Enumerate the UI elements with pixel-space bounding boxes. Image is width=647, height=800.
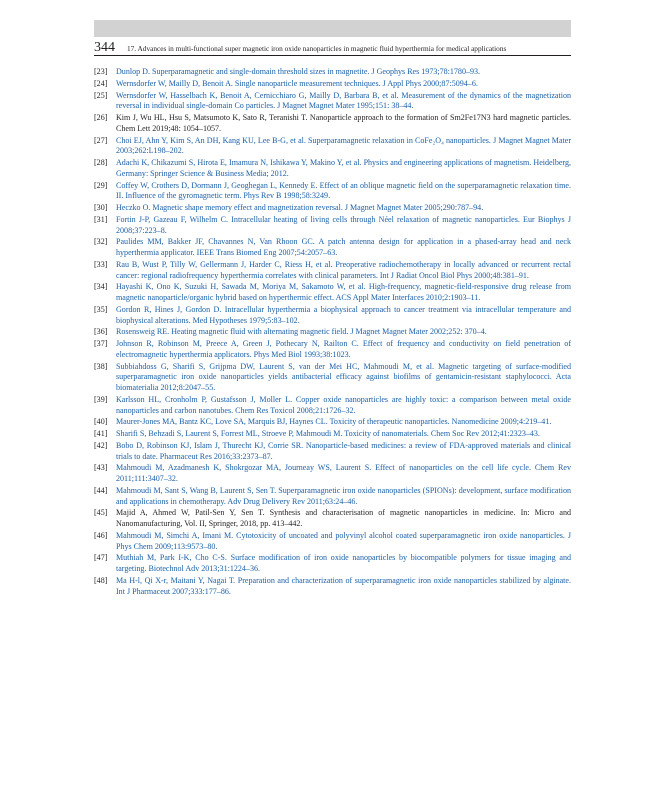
reference-item[interactable] [94,417,571,428]
reference-link[interactable]: Johnson R, Robinson M, Preece A, Green J, Pothecary N, Railton C. Effect of frequency and conductivity on field penetration of electromagnetic hyperthermia applicators. Phys Med Biol 1993;38:1023. [116,339,571,359]
reference-item[interactable] [94,282,571,303]
reference-link[interactable]: Choi EJ, Ahn Y, Kim S, An DH, Kang KU, Lee B-G, et al. Superparamagnetic relaxation in CoFe₂O₄ nanoparticles. J Magnet Magnet Mater 2003;262:L198–202. [116,135,571,156]
reference-link[interactable]: Fortin J-P, Gazeau F, Wilhelm C. Intracellular heating of living cells through Néel relaxation of magnetic nanoparticles. Eur Biophys J 2008;37:223–8. [116,214,571,235]
reference-link[interactable]: Sharifi S, Behzadi S, Laurent S, Forrest ML, Stroeve P, Mahmoudi M. Toxicity of nanomaterials. Chem Soc Rev 2012;41:2323–43. [116,429,540,439]
reference-item [94,508,571,529]
reference-item[interactable] [94,203,571,214]
chapter-title: 17. Advances in multi-functional super magnetic iron oxide nanoparticles in magnetic fluid hyperthermia for medical applications [127,44,507,53]
reference-number: [32] [94,237,108,247]
reference-number: [42] [94,440,108,450]
reference-item[interactable] [94,305,571,326]
reference-number: [47] [94,553,108,563]
reference-number: [38] [94,361,108,371]
reference-text: Majid A, Ahmed W, Patil-Sen Y, Sen T. Synthesis and characterisation of magnetic nanoparticles in medicine. In: Micro and Nanomanufacturing, Vol. II, Springer, 2018, pp. 413–442. [116,508,571,529]
reference-item[interactable] [94,339,571,360]
reference-number: [28] [94,158,108,168]
reference-link[interactable]: Hayashi K, Ono K, Suzuki H, Sawada M, Moriya M, Sakamoto W, et al. High-frequency, magnetic-field-responsive drug release from magnetic nanoparticle/organic hybrid based on hyperthermic effect. ACS Appl Mater Interfaces 2010;2:1903–11. [116,282,571,303]
reference-number: [41] [94,429,108,439]
page-number: 344 [94,40,115,55]
reference-link[interactable]: Mahmoudi M, Sant S, Wang B, Laurent S, Sen T. Superparamagnetic iron oxide nanoparticles (SPIONs): development, surface modification and applications in chemotherapy. Adv Drug Delivery Rev 2011;63:24–46. [116,485,571,506]
reference-number: [35] [94,304,108,314]
reference-link[interactable]: Rau B, Wust P, Tilly W, Gellermann J, Harder C, Riess H, et al. Preoperative radiochemotherapy in locally advanced or recurrent rectal cancer: regional radiofrequency hyperthermia correlates with clinical parameters. Int J Radiat Oncol Biol Phys 2000;48:381–91. [116,259,571,280]
reference-item[interactable] [94,576,571,597]
reference-item[interactable] [94,395,571,416]
reference-link[interactable]: Muthiah M, Park I-K, Cho C-S. Surface modification of iron oxide nanoparticles by biocompatible polymers for tissue imaging and targeting. Biotechnol Adv 2013;31:1224–36. [116,553,571,574]
reference-link[interactable]: Ma H-l, Qi X-r, Maitani Y, Nagai T. Preparation and characterization of superparamagnetic iron oxide nanoparticles stabilized by alginate. Int J Pharmaceut 2007;333:177–86. [116,575,571,596]
header-band [94,20,571,37]
reference-number: [33] [94,259,108,269]
reference-item[interactable] [94,79,571,90]
reference-link[interactable]: Mahmoudi M, Azadmanesh K, Shokrgozar MA, Journeay WS, Laurent S. Effect of nanoparticles on the cell life cycle. Chem Rev 2011;111:3407–32. [116,463,571,484]
reference-link[interactable]: Paulides MM, Bakker JF, Chavannes N, Van Rhoon GC. A patch antenna design for application in a phased-array head and neck hyperthermia applicator. IEEE Trans Biomed Eng 2007;54:2057–63. [116,237,571,258]
reference-link[interactable]: Mahmoudi M, Simchi A, Imani M. Cytotoxicity of uncoated and polyvinyl alcohol coated superparamagnetic iron oxide nanoparticles. J Phys Chem 2009;113:9573–80. [116,530,571,551]
running-head [94,38,574,56]
header-rule [94,55,571,56]
reference-item[interactable] [94,362,571,394]
reference-item[interactable] [94,158,571,179]
reference-item[interactable] [94,136,571,157]
reference-number: [30] [94,203,108,213]
reference-link[interactable]: Gordon R, Hines J, Gordon D. Intracellular hyperthermia a biophysical approach to cancer treatment via intracellular temperature and biophysical alterations. Med Hypotheses 1979;5:83–102. [116,304,571,325]
reference-item[interactable] [94,486,571,507]
reference-link[interactable]: Subbiahdoss G, Sharifi S, Grijpma DW, Laurent S, van der Mei HC, Mahmoudi M, et al. Magnetic targeting of surface-modified superparamagnetic iron oxide nanoparticles yields antibacterial efficacy against biofilms of gentamicin-resistant staphylococci. Acta biomaterialia 2012;8:2047–55. [116,361,571,393]
reference-link[interactable]: Dunlop D. Superparamagnetic and single-domain threshold sizes in magnetite. J Geophys Res 1973;78:1780–93. [116,67,481,76]
reference-item[interactable] [94,237,571,258]
reference-item[interactable] [94,215,571,236]
reference-number: [24] [94,78,108,88]
reference-item[interactable] [94,260,571,281]
reference-number: [34] [94,282,108,292]
reference-link[interactable]: Adachi K, Chikazumi S, Hirota E, Imamura N, Ishikawa Y, Makino Y, et al. Physics and engineering applications of magnetism. Heidelberg, Germany: Springer Science & Business Media; 2012. [116,158,571,178]
reference-number: [23] [94,67,108,76]
reference-item [94,113,571,134]
reference-item[interactable] [94,181,571,202]
reference-item[interactable] [94,441,571,462]
reference-item[interactable] [94,553,571,574]
reference-list [94,67,571,598]
reference-number: [46] [94,530,108,540]
reference-item[interactable] [94,67,571,78]
reference-number: [25] [94,90,108,100]
reference-number: [40] [94,417,108,427]
reference-number: [36] [94,327,108,337]
reference-item[interactable] [94,531,571,552]
reference-item[interactable] [94,91,571,112]
reference-number: [48] [94,575,108,585]
reference-link[interactable]: Maurer-Jones MA, Bantz KC, Love SA, Marquis BJ, Haynes CL. Toxicity of therapeutic nanoparticles. Nanomedicine 2009;4:219–41. [116,417,552,427]
reference-number: [37] [94,339,108,349]
reference-link[interactable]: Wernsdorfer W, Mailly D, Benoit A. Single nanoparticle measurement techniques. J Appl Phys 2000;87:5094–6. [116,78,478,88]
reference-number: [29] [94,180,108,190]
reference-number: [43] [94,463,108,473]
reference-link[interactable]: Bobo D, Robinson KJ, Islam J, Thurecht KJ, Corrie SR. Nanoparticle-based medicines: a review of FDA-approved materials and clinical trials to date. Pharmaceut Res 2016;33:2373–87. [116,440,571,461]
reference-link[interactable]: Rosensweig RE. Heating magnetic fluid with alternating magnetic field. J Magnet Magnet Mater 2002;252: 370–4. [116,327,487,337]
reference-item[interactable] [94,429,571,440]
reference-text: Kim J, Wu HL, Hsu S, Matsumoto K, Sato R, Teranishi T. Nanoparticle approach to the formation of Sm2Fe17N3 hard magnetic particles. Chem Lett 2019;48: 1054–1057. [116,113,571,133]
reference-item[interactable] [94,463,571,484]
reference-number: [27] [94,135,108,145]
reference-link[interactable]: Coffey W, Crothers D, Dormann J, Geoghegan L, Kennedy E. Effect of an oblique magnetic field on the superparamagnetic relaxation time. II. Influence of the gyromagnetic term. Phys Rev B 1998;58:3249. [116,180,571,201]
reference-link[interactable]: Heczko O. Magnetic shape memory effect and magnetization reversal. J Magnet Magnet Mater 2005;290:787–94. [116,203,484,213]
reference-number: [45] [94,508,108,518]
reference-link[interactable]: Wernsdorfer W, Hasselbach K, Benoit A, Cernicchiaro G, Mailly D, Barbara B, et al. Measurement of the dynamics of the magnetization reversal in individual single-domain Co particles. J Magnet Magnet Mater 1995;151: 38–44. [116,90,571,111]
reference-number: [39] [94,394,108,404]
reference-link[interactable]: Karlsson HL, Cronholm P, Gustafsson J, Moller L. Copper oxide nanoparticles are highly toxic: a comparison between metal oxide nanoparticles and carbon nanotubes. Chem Res Toxicol 2008;21:1726–32. [116,394,571,415]
reference-item[interactable] [94,327,571,338]
reference-number: [31] [94,214,108,224]
reference-number: [44] [94,485,108,495]
reference-number: [26] [94,113,108,123]
